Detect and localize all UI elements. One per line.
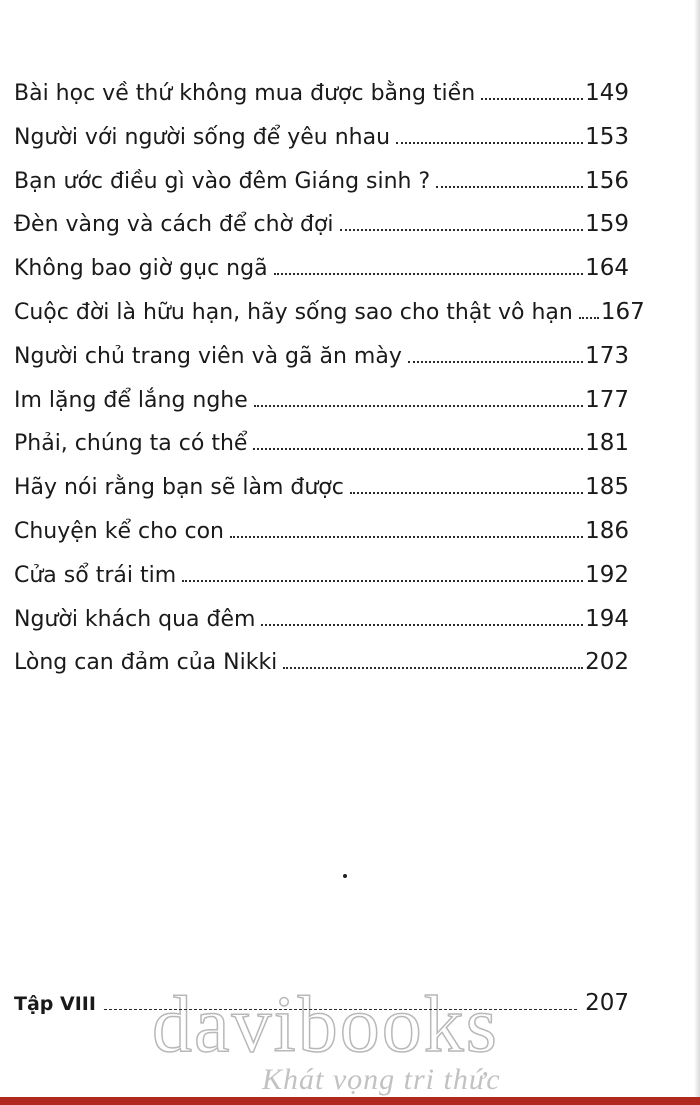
- toc-entry-title: Phải, chúng ta có thể: [14, 431, 248, 457]
- toc-entry: [14, 122, 629, 166]
- toc-entry-title: Hãy nói rằng bạn sẽ làm được: [14, 475, 344, 501]
- toc-entry-title: Im lặng để lắng nghe: [14, 387, 248, 413]
- toc-entry-title: Bạn ước điều gì vào đêm Giáng sinh ?: [14, 168, 431, 194]
- toc-entry-page: 149: [585, 80, 629, 106]
- toc-entry: [14, 560, 629, 604]
- toc-entry: [14, 166, 629, 210]
- toc-entry: [14, 78, 629, 122]
- dot-leader: [579, 317, 599, 319]
- dot-leader: [408, 361, 583, 363]
- volume-page: 207: [585, 990, 629, 1016]
- cover-edge: [0, 1097, 700, 1105]
- ink-speck: [343, 874, 347, 878]
- toc-entry: [14, 341, 629, 385]
- toc-entry-title: Bài học về thứ không mua được bằng tiền: [14, 81, 476, 106]
- toc-entry: [14, 297, 645, 341]
- dot-leader: [261, 624, 583, 626]
- dot-leader: [274, 273, 584, 275]
- watermark-brand: davibooks: [152, 981, 499, 1069]
- toc-entry-page: 177: [585, 386, 629, 413]
- toc-entry-title: Người khách qua đêm: [14, 606, 256, 632]
- table-of-contents: [14, 78, 645, 691]
- toc-entry-title: Người với người sống để yêu nhau: [14, 124, 391, 150]
- toc-entry-title: Người chủ trang viên và gã ăn mày: [14, 343, 402, 369]
- dot-leader: [182, 580, 583, 582]
- toc-entry: [14, 385, 629, 429]
- dot-leader: [350, 492, 583, 494]
- toc-entry-page: 181: [585, 430, 629, 457]
- toc-entry-title: Cuộc đời là hữu hạn, hãy sống sao cho thật vô hạn: [14, 299, 573, 325]
- toc-entry: [14, 604, 629, 648]
- toc-entry-title: Chuyện kể cho con: [14, 518, 224, 544]
- toc-entry-title: Lòng can đảm của Nikki: [14, 650, 278, 676]
- toc-entry: [14, 209, 629, 253]
- toc-entry-page: 173: [585, 342, 629, 369]
- toc-entry-page: 194: [585, 605, 629, 632]
- watermark-tagline: Khát vọng tri thức: [262, 1063, 501, 1096]
- toc-entry: [14, 472, 629, 516]
- dot-leader: [253, 448, 583, 450]
- toc-entry: [14, 428, 629, 472]
- toc-entry-title: Cửa sổ trái tim: [14, 562, 177, 588]
- dot-leader: [230, 536, 583, 538]
- toc-entry-page: 164: [585, 255, 629, 282]
- toc-entry-page: 185: [585, 474, 629, 501]
- toc-entry: [14, 647, 629, 691]
- toc-entry-page: 202: [585, 649, 629, 676]
- volume-entry: [14, 990, 629, 1016]
- toc-entry-title: Không bao giờ gục ngã: [14, 256, 268, 282]
- dot-leader: [254, 405, 583, 407]
- page-edge-shadow: [694, 0, 700, 1105]
- volume-title: Tập VIII: [14, 993, 96, 1015]
- toc-entry: [14, 516, 629, 560]
- dot-leader: [396, 142, 583, 144]
- dot-leader: [283, 667, 583, 669]
- toc-entry-page: 167: [600, 298, 645, 325]
- toc-entry-title: Đèn vàng và cách để chờ đợi: [14, 212, 334, 238]
- dash-leader: [104, 1009, 577, 1010]
- toc-entry-page: 153: [585, 123, 629, 150]
- dot-leader: [481, 98, 583, 100]
- toc-entry-page: 186: [585, 517, 629, 544]
- toc-entry: [14, 253, 629, 297]
- toc-entry-page: 192: [585, 561, 629, 588]
- dot-leader: [340, 229, 584, 231]
- dot-leader: [436, 186, 583, 188]
- toc-entry-page: 156: [585, 167, 629, 194]
- toc-entry-page: 159: [585, 211, 629, 238]
